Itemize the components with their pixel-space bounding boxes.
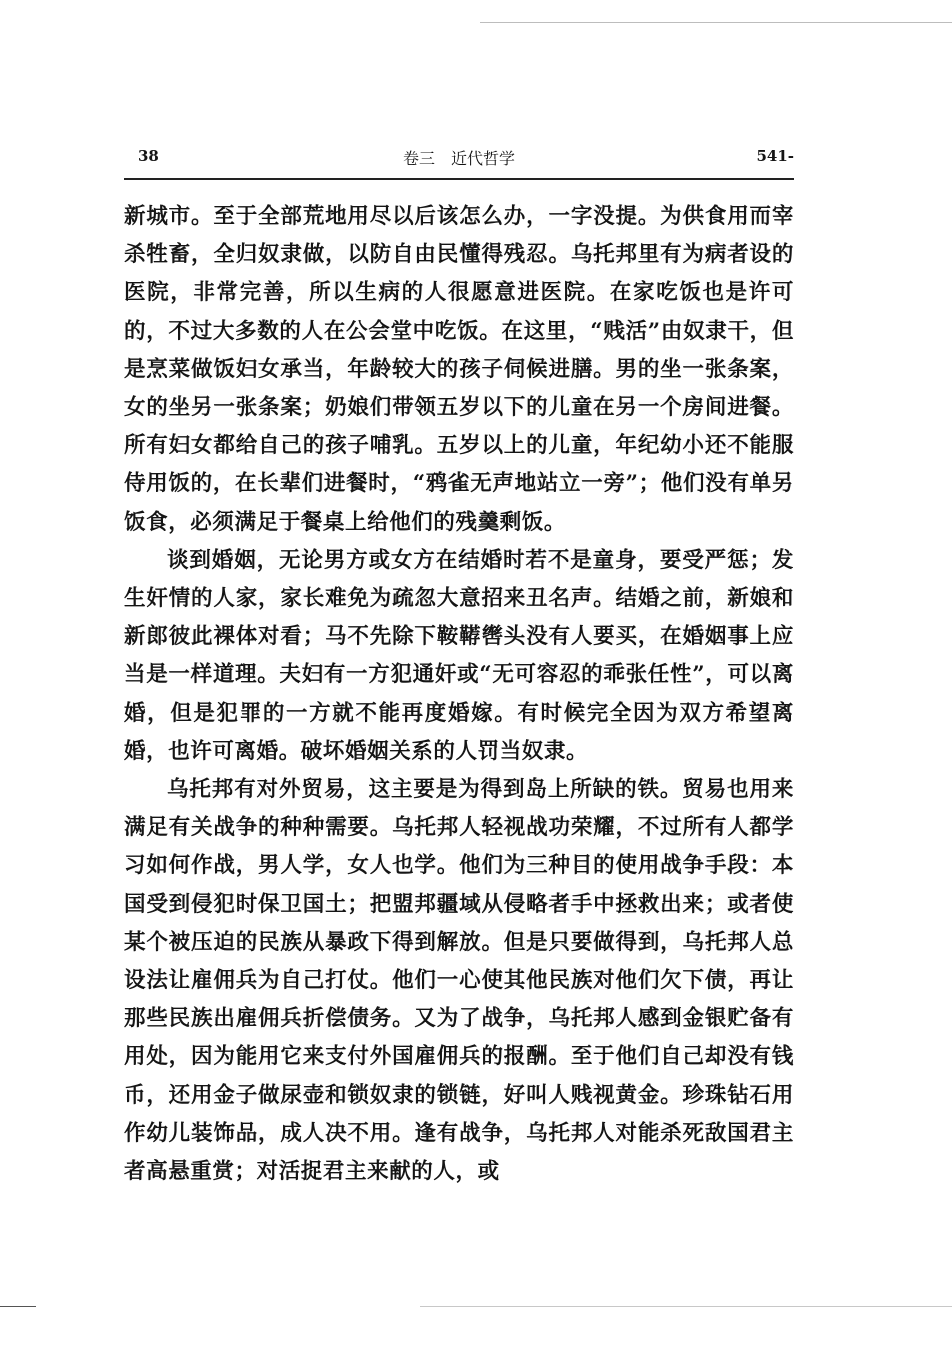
running-header [124, 145, 794, 173]
page-number: 541- [756, 147, 794, 165]
paragraph-trade-war: 乌托邦有对外贸易，这主要是为得到岛上所缺的铁。贸易也用来满足有关战争的种种需要。乌托邦人轻视战功荣耀，不过所有人都学习如何作战，男人学，女人也学。他们为三种目的使用战争手段：本国受到侵犯时保卫国土；把盟邦疆域从侵略者手中拯救出来；或者使某个被压迫的民族从暴政下得到解放。但是只要做得到，乌托邦人总设法让雇佣兵为自己打仗。他们一心使其他民族对他们欠下债，再让那些民族出雇佣兵折偿债务。又为了战争，乌托邦人感到金银贮备有用处，因为能用它来支付外国雇佣兵的报酬。至于他们自己却没有钱币，还用金子做尿壶和锁奴隶的锁链，好叫人贱视黄金。珍珠钻石用作幼儿装饰品，成人决不用。逢有战争，乌托邦人对能杀死敌国君主者高悬重赏；对活捉君主来献的人，或 [124, 777, 794, 1185]
original-page-number: 38 [138, 147, 159, 165]
body-text [124, 198, 794, 1191]
header-rule [124, 178, 794, 180]
scan-edge-line-top [480, 22, 952, 23]
paragraph-continued: 新城市。至于全部荒地用尽以后该怎么办，一字没提。为供食用而宰杀牲畜，全归奴隶做，以防自由民懂得残忍。乌托邦里有为病者设的医院，非常完善，所以生病的人很愿意进医院。在家吃饭也是许可的，不过大多数的人在公会堂中吃饭。在这里，“贱活”由奴隶干，但是烹菜做饭妇女承当，年龄较大的孩子伺候进膳。男的坐一张条案，女的坐另一张条案；奶娘们带领五岁以下的儿童在另一个房间进餐。所有妇女都给自己的孩子哺乳。五岁以上的儿童，年纪幼小还不能服侍用饭的，在长辈们进餐时，“鸦雀无声地站立一旁”；他们没有单另饭食，必须满足于餐桌上给他们的残羹剩饭。 [124, 204, 794, 535]
scan-edge-line-bottom [0, 1306, 952, 1307]
paragraph-marriage: 谈到婚姻，无论男方或女方在结婚时若不是童身，要受严惩；发生奸情的人家，家长难免为疏忽大意招来丑名声。结婚之前，新娘和新郎彼此裸体对看；马不先除下鞍鞯辔头没有人要买，在婚姻事上应当是一样道理。夫妇有一方犯通奸或“无可容忍的乖张任性”，可以离婚，但是犯罪的一方就不能再度婚嫁。有时候完全因为双方希望离婚，也许可离婚。破坏婚姻关系的人罚当奴隶。 [124, 547, 794, 764]
section-title: 卷三 近代哲学 [402, 149, 515, 168]
